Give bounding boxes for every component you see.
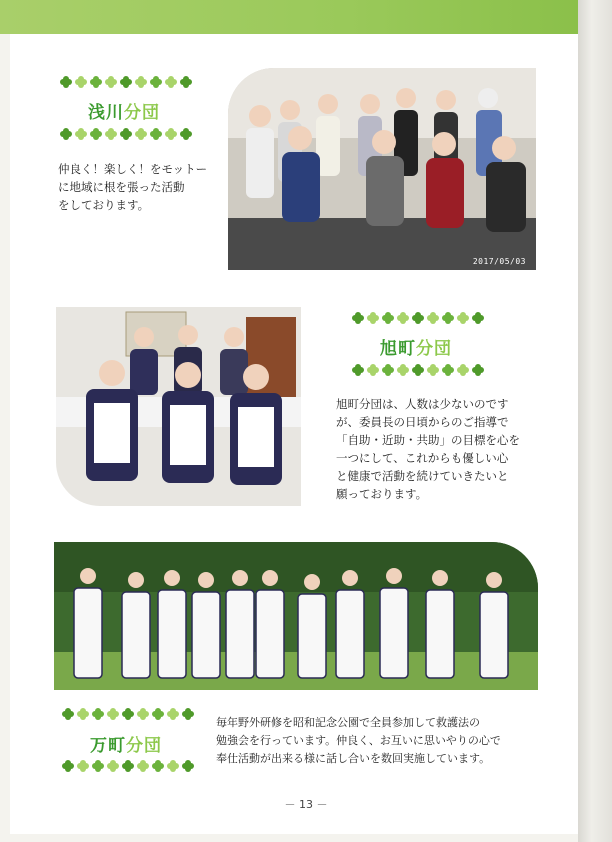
clover-icon — [75, 128, 87, 140]
group-photo-icon — [228, 68, 536, 270]
group-photo-icon — [56, 307, 301, 506]
heading-place: 旭町 — [380, 339, 416, 359]
clover-icon — [367, 364, 379, 376]
clover-icon — [442, 312, 454, 324]
clover-icon — [75, 76, 87, 88]
clover-icon — [152, 760, 164, 772]
clover-icon — [180, 128, 192, 140]
clover-icon — [182, 708, 194, 720]
clover-icon — [427, 364, 439, 376]
clover-row-top-2 — [352, 312, 484, 324]
heading-place: 万町 — [90, 736, 126, 756]
clover-icon — [60, 128, 72, 140]
section-heading-asakawa — [88, 98, 160, 123]
clover-icon — [150, 128, 162, 140]
clover-icon — [92, 760, 104, 772]
heading-unit: 分団 — [416, 339, 452, 359]
clover-icon — [457, 364, 469, 376]
clover-icon — [412, 312, 424, 324]
binding-spine — [578, 0, 612, 842]
clover-icon — [122, 760, 134, 772]
heading-place: 浅川 — [88, 103, 124, 123]
clover-icon — [182, 760, 194, 772]
section-body-asakawa: 仲良く！楽しく！をモットー に地域に根を張った活動 をしております。 — [58, 162, 208, 212]
clover-icon — [105, 128, 117, 140]
group-photo-asahimachi — [56, 307, 301, 506]
clover-icon — [122, 708, 134, 720]
page-number: － 13 － — [284, 798, 328, 811]
clover-icon — [137, 760, 149, 772]
clover-icon — [137, 708, 149, 720]
clover-row-top-3 — [62, 708, 194, 720]
clover-icon — [77, 760, 89, 772]
clover-row-bottom-2 — [352, 364, 484, 376]
section-heading-yorozucho — [90, 731, 162, 756]
clover-icon — [352, 312, 364, 324]
clover-icon — [152, 708, 164, 720]
clover-icon — [77, 708, 89, 720]
clover-icon — [60, 76, 72, 88]
clover-icon — [105, 76, 117, 88]
clover-icon — [427, 312, 439, 324]
section-body-yorozucho: 毎年野外研修を昭和記念公園で全員参加して救護法の 勉強会を行っています。仲良く、お互いに思いやりの心で 奉仕活動が出来る様に話し合いを数回実施しています。 — [216, 716, 501, 765]
clover-icon — [472, 364, 484, 376]
clover-icon — [367, 312, 379, 324]
clover-icon — [165, 128, 177, 140]
section-heading-asahimachi — [380, 334, 452, 359]
clover-icon — [150, 76, 162, 88]
clover-row-bottom-1 — [60, 128, 192, 140]
clover-icon — [120, 76, 132, 88]
top-color-band — [0, 0, 578, 34]
clover-icon — [472, 312, 484, 324]
clover-icon — [397, 312, 409, 324]
clover-icon — [107, 760, 119, 772]
heading-unit: 分団 — [126, 736, 162, 756]
clover-icon — [167, 708, 179, 720]
clover-icon — [382, 312, 394, 324]
clover-icon — [135, 76, 147, 88]
clover-icon — [412, 364, 424, 376]
clover-icon — [167, 760, 179, 772]
clover-icon — [107, 708, 119, 720]
clover-icon — [352, 364, 364, 376]
clover-icon — [397, 364, 409, 376]
clover-icon — [92, 708, 104, 720]
section-body-asahimachi: 旭町分団は、人数は少ないのです が、委員長の日頃からのご指導で 「自助・近助・共助」の目標を心を 一つにして、これからも優しい心 と健康で活動を続けていきたいと 願っております。 — [336, 397, 520, 501]
clover-icon — [90, 76, 102, 88]
group-photo-asakawa — [228, 68, 536, 270]
group-photo-icon — [54, 542, 538, 690]
group-photo-yorozucho — [54, 542, 538, 690]
clover-icon — [457, 312, 469, 324]
clover-row-bottom-3 — [62, 760, 194, 772]
clover-icon — [120, 128, 132, 140]
clover-icon — [165, 76, 177, 88]
clover-row-top-1 — [60, 76, 192, 88]
clover-icon — [90, 128, 102, 140]
photo-date-stamp: 2017/05/03 — [472, 257, 526, 266]
clover-icon — [382, 364, 394, 376]
clover-icon — [442, 364, 454, 376]
clover-icon — [62, 708, 74, 720]
clover-icon — [180, 76, 192, 88]
clover-icon — [135, 128, 147, 140]
heading-unit: 分団 — [124, 103, 160, 123]
clover-icon — [62, 760, 74, 772]
